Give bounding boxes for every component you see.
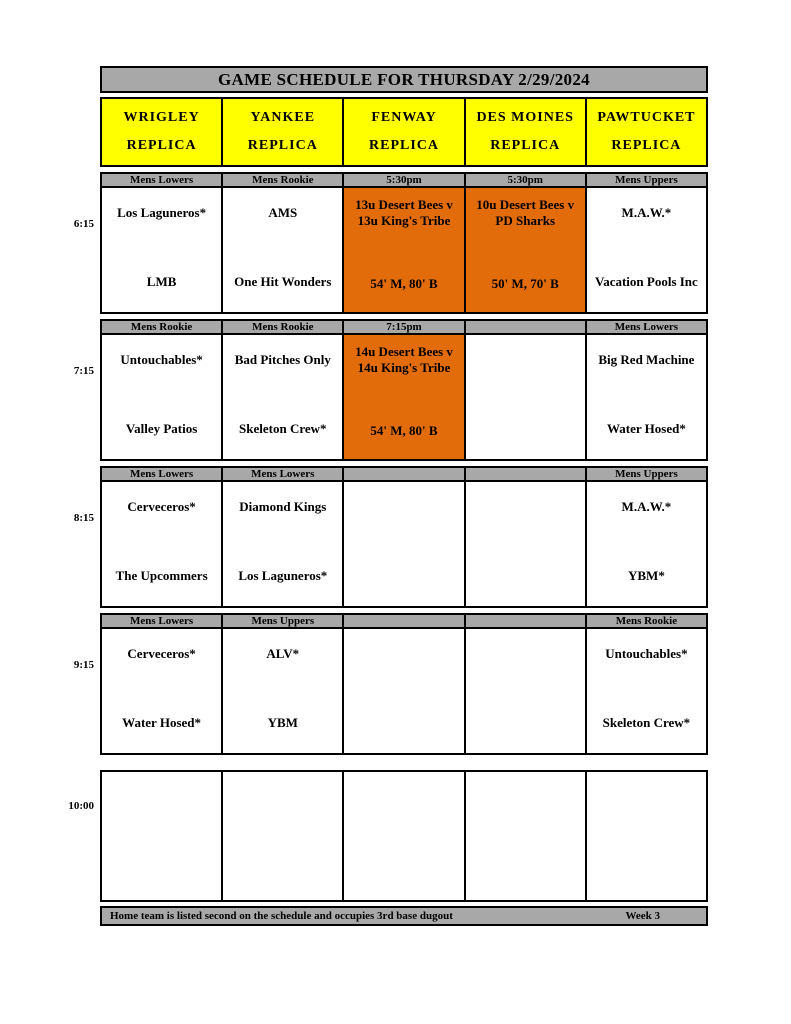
team-home: YBM — [267, 714, 298, 730]
game-cell-wrigley-9-15 — [100, 627, 223, 755]
game-cell-wrigley-8-15 — [100, 480, 223, 608]
game-cell-fenway-10-00 — [342, 770, 465, 902]
column-header-des-moines — [464, 97, 587, 167]
time-label-7-15: 7:15 — [73, 365, 94, 377]
venue-replica-label: REPLICA — [490, 138, 561, 153]
schedule-title: GAME SCHEDULE FOR THURSDAY 2/29/2024 — [218, 69, 590, 89]
team-away: Diamond Kings — [239, 499, 327, 514]
team-home: The Upcommers — [115, 567, 208, 583]
division-cell-yankee-9-15: Mens Uppers — [221, 613, 344, 629]
column-header-wrigley — [100, 97, 223, 167]
time-label-10-00: 10:00 — [68, 800, 94, 812]
team-away: Bad Pitches Only — [234, 352, 331, 367]
team-home: 54' M, 80' B — [370, 275, 438, 291]
division-cell-wrigley-8-15: Mens Lowers — [100, 466, 223, 482]
division-cell-fenway-6-15: 5:30pm — [342, 172, 465, 188]
venue-name: PAWTUCKET — [597, 110, 696, 125]
game-cell-pawtucket-8-15 — [585, 480, 708, 608]
team-home: 50' M, 70' B — [491, 275, 559, 291]
footer-week: Week 3 — [625, 910, 660, 922]
game-cell-fenway-9-15 — [342, 627, 465, 755]
game-cell-pawtucket-6-15 — [585, 186, 708, 314]
schedule-block-9-15 — [73, 613, 708, 755]
venue-replica-label: REPLICA — [247, 138, 318, 153]
team-away: 10u Desert Bees v PD Sharks — [476, 197, 575, 229]
game-cell-yankee-9-15 — [221, 627, 344, 755]
time-label-6-15: 6:15 — [73, 218, 94, 230]
schedule-block-6-15 — [73, 172, 708, 314]
venue-name: FENWAY — [371, 110, 437, 125]
division-cell-des-moines-6-15: 5:30pm — [464, 172, 587, 188]
schedule-title-bar — [100, 66, 708, 93]
game-row-10-00 — [100, 770, 708, 902]
game-row-6-15 — [100, 186, 708, 314]
team-away: 14u Desert Bees v 14u King's Tribe — [355, 344, 453, 376]
game-row-8-15 — [100, 480, 708, 608]
team-away: Big Red Machine — [598, 352, 695, 367]
team-away: M.A.W.* — [621, 499, 672, 514]
game-cell-yankee-10-00 — [221, 770, 344, 902]
game-cell-wrigley-6-15 — [100, 186, 223, 314]
team-home: One Hit Wonders — [234, 273, 332, 289]
game-row-7-15 — [100, 333, 708, 461]
team-home: Vacation Pools Inc — [595, 273, 698, 289]
division-cell-wrigley-7-15: Mens Rookie — [100, 319, 223, 335]
game-cell-pawtucket-7-15 — [585, 333, 708, 461]
game-cell-pawtucket-9-15 — [585, 627, 708, 755]
division-cell-pawtucket-7-15: Mens Lowers — [585, 319, 708, 335]
venue-replica-label: REPLICA — [611, 138, 682, 153]
division-cell-wrigley-6-15: Mens Lowers — [100, 172, 223, 188]
footer-bar — [100, 906, 708, 926]
column-header-fenway — [342, 97, 465, 167]
schedule-blocks — [68, 172, 708, 902]
division-cell-pawtucket-8-15: Mens Uppers — [585, 466, 708, 482]
division-cell-fenway-7-15: 7:15pm — [342, 319, 465, 335]
schedule-table — [68, 66, 708, 926]
venue-header-row — [100, 97, 708, 167]
team-away: M.A.W.* — [621, 205, 672, 220]
division-cell-yankee-8-15: Mens Lowers — [221, 466, 344, 482]
venue-name: YANKEE — [250, 110, 316, 125]
team-home: Los Laguneros* — [238, 567, 328, 583]
team-away: Untouchables* — [120, 352, 203, 367]
game-cell-des-moines-8-15 — [464, 480, 587, 608]
game-cell-yankee-7-15 — [221, 333, 344, 461]
time-label-8-15: 8:15 — [73, 512, 94, 524]
team-away: 13u Desert Bees v 13u King's Tribe — [355, 197, 453, 229]
game-row-9-15 — [100, 627, 708, 755]
game-cell-des-moines-10-00 — [464, 770, 587, 902]
footer-note: Home team is listed second on the schedule and occupies 3rd base dugout — [110, 910, 453, 922]
team-home: LMB — [146, 273, 177, 289]
game-cell-yankee-6-15 — [221, 186, 344, 314]
team-home: YBM* — [627, 567, 665, 583]
schedule-block-10-00 — [68, 770, 708, 902]
game-cell-des-moines-6-15 — [464, 186, 587, 314]
game-cell-des-moines-7-15 — [464, 333, 587, 461]
game-cell-wrigley-7-15 — [100, 333, 223, 461]
team-home: Valley Patios — [125, 420, 198, 436]
column-header-yankee — [221, 97, 344, 167]
team-home: 54' M, 80' B — [370, 422, 438, 438]
schedule-block-8-15 — [73, 466, 708, 608]
game-cell-yankee-8-15 — [221, 480, 344, 608]
venue-name: DES MOINES — [476, 110, 574, 125]
game-cell-pawtucket-10-00 — [585, 770, 708, 902]
team-away: Untouchables* — [605, 646, 688, 661]
division-cell-yankee-6-15: Mens Rookie — [221, 172, 344, 188]
game-cell-des-moines-9-15 — [464, 627, 587, 755]
team-home: Skeleton Crew* — [602, 714, 691, 730]
division-cell-pawtucket-6-15: Mens Uppers — [585, 172, 708, 188]
team-away: Los Laguneros* — [117, 205, 207, 220]
time-label-9-15: 9:15 — [73, 659, 94, 671]
team-away: Cerveceros* — [127, 499, 196, 514]
team-home: Water Hosed* — [122, 714, 202, 730]
schedule-block-7-15 — [73, 319, 708, 461]
column-header-pawtucket — [585, 97, 708, 167]
team-away: ALV* — [266, 646, 300, 661]
venue-replica-label: REPLICA — [126, 138, 197, 153]
team-home: Skeleton Crew* — [239, 420, 327, 436]
game-cell-fenway-6-15 — [342, 186, 465, 314]
division-cell-pawtucket-9-15: Mens Rookie — [585, 613, 708, 629]
team-away: Cerveceros* — [127, 646, 196, 661]
game-cell-fenway-8-15 — [342, 480, 465, 608]
team-away: AMS — [268, 205, 298, 220]
team-home: Water Hosed* — [606, 420, 686, 436]
division-cell-wrigley-9-15: Mens Lowers — [100, 613, 223, 629]
venue-replica-label: REPLICA — [369, 138, 440, 153]
game-cell-fenway-7-15 — [342, 333, 465, 461]
venue-name: WRIGLEY — [123, 110, 200, 125]
division-cell-yankee-7-15: Mens Rookie — [221, 319, 344, 335]
game-cell-wrigley-10-00 — [100, 770, 223, 902]
